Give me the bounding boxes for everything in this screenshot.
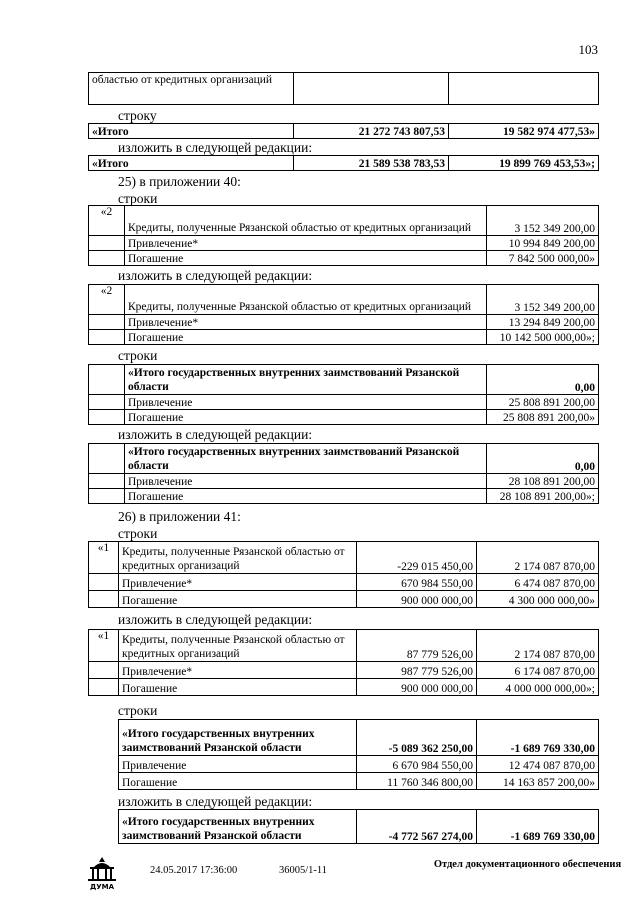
cell-empty bbox=[89, 489, 125, 504]
footer-department: Отдел документационного обеспечения bbox=[433, 859, 622, 870]
row-value: 3 152 349 200,00 bbox=[487, 206, 599, 236]
privlechenie-value-1: 670 984 550,00 bbox=[357, 574, 477, 591]
itogo-label: «Итого bbox=[89, 124, 294, 139]
pogashenie-value-2: 14 163 857 200,00» bbox=[477, 773, 599, 790]
row-value-2: 2 174 087 870,00 bbox=[477, 542, 599, 574]
text-stroki: строки bbox=[118, 703, 158, 718]
privlechenie-value: 25 808 891 200,00 bbox=[487, 395, 599, 410]
row-value-2: -1 689 769 330,00 bbox=[477, 810, 599, 844]
pogashenie-value-2: 4 300 000 000,00» bbox=[477, 591, 599, 608]
cell-empty bbox=[89, 474, 125, 489]
pogashenie-label: Погашение bbox=[125, 330, 487, 345]
table-itogo-old bbox=[88, 123, 599, 139]
row-label: областью от кредитных организаций bbox=[89, 73, 294, 105]
cell-empty bbox=[89, 236, 125, 251]
table-continuation bbox=[88, 72, 599, 105]
pogashenie-label: Погашение bbox=[125, 410, 487, 425]
table-41-itogo-old bbox=[118, 719, 599, 790]
row-number: «2 bbox=[89, 206, 125, 236]
privlechenie-label: Привлечение* bbox=[119, 574, 357, 591]
row-value: 0,00 bbox=[487, 444, 599, 474]
row-value: 0,00 bbox=[487, 365, 599, 395]
row-value-1: -229 015 450,00 bbox=[357, 542, 477, 574]
privlechenie-label: Привлечение* bbox=[125, 315, 487, 330]
row-title: Кредиты, полученные Рязанской областью от кредитных организаций bbox=[125, 285, 487, 315]
privlechenie-label: Привлечение bbox=[125, 395, 487, 410]
text-stroki: строки bbox=[118, 191, 158, 206]
row-title: «Итого государственных внутренних заимствований Рязанской области bbox=[125, 365, 487, 395]
row-title: Кредиты, полученные Рязанской областью от кредитных организаций bbox=[119, 630, 357, 662]
duma-logo-icon bbox=[82, 855, 122, 891]
row-title: «Итого государственных внутренних заимствований Рязанской области bbox=[119, 810, 357, 844]
table-40-itogo-new bbox=[88, 443, 599, 504]
cell-empty bbox=[449, 73, 599, 105]
cell-empty bbox=[294, 73, 449, 105]
pogashenie-label: Погашение bbox=[119, 773, 357, 790]
row-title: «Итого государственных внутренних заимствований Рязанской области bbox=[125, 444, 487, 474]
pogashenie-label: Погашение bbox=[119, 591, 357, 608]
footer-datetime: 24.05.2017 17:36:00 bbox=[150, 865, 238, 876]
table-40-credits-new bbox=[88, 284, 599, 345]
cell-empty bbox=[89, 662, 119, 679]
text-izlozhit: изложить в следующей редакции: bbox=[118, 140, 313, 155]
itogo-value-1: 21 272 743 807,53 bbox=[294, 124, 449, 139]
pogashenie-value-1: 11 760 346 800,00 bbox=[357, 773, 477, 790]
privlechenie-value: 13 294 849 200,00 bbox=[487, 315, 599, 330]
page-number: 103 bbox=[578, 42, 598, 57]
row-title: «Итого государственных внутренних заимствований Рязанской области bbox=[119, 720, 357, 756]
privlechenie-label: Привлечение bbox=[119, 756, 357, 773]
itogo-value-1: 21 589 538 783,53 bbox=[294, 156, 449, 171]
footer-docnum: 36005/1-11 bbox=[279, 865, 328, 876]
cell-empty bbox=[89, 395, 125, 410]
table-40-itogo-old bbox=[88, 364, 599, 425]
text-stroki: строки bbox=[118, 526, 158, 541]
cell-empty bbox=[89, 315, 125, 330]
privlechenie-label: Привлечение bbox=[125, 474, 487, 489]
privlechenie-value: 28 108 891 200,00 bbox=[487, 474, 599, 489]
itogo-value-2: 19 899 769 453,53»; bbox=[449, 156, 599, 171]
text-app40: 25) в приложении 40: bbox=[118, 174, 241, 189]
privlechenie-label: Привлечение* bbox=[119, 662, 357, 679]
itogo-value-2: 19 582 974 477,53» bbox=[449, 124, 599, 139]
text-izlozhit: изложить в следующей редакции: bbox=[118, 612, 313, 627]
pogashenie-label: Погашение bbox=[125, 489, 487, 504]
privlechenie-value: 10 994 849 200,00 bbox=[487, 236, 599, 251]
cell-empty bbox=[89, 410, 125, 425]
row-value-1: 87 779 526,00 bbox=[357, 630, 477, 662]
privlechenie-value-1: 6 670 984 550,00 bbox=[357, 756, 477, 773]
pogashenie-value: 7 842 500 000,00» bbox=[487, 251, 599, 266]
pogashenie-value-1: 900 000 000,00 bbox=[357, 591, 477, 608]
row-value-2: -1 689 769 330,00 bbox=[477, 720, 599, 756]
row-value-2: 2 174 087 870,00 bbox=[477, 630, 599, 662]
text-stroki: строки bbox=[118, 348, 158, 363]
privlechenie-value-2: 6 174 087 870,00 bbox=[477, 662, 599, 679]
table-41-credits-new bbox=[88, 629, 599, 696]
text-app41: 26) в приложении 41: bbox=[118, 509, 241, 524]
row-value-1: -4 772 567 274,00 bbox=[357, 810, 477, 844]
table-41-credits-old bbox=[88, 541, 599, 608]
row-number: «2 bbox=[89, 285, 125, 315]
privlechenie-value-2: 12 474 087 870,00 bbox=[477, 756, 599, 773]
row-number: «1 bbox=[89, 542, 119, 574]
cell-empty bbox=[89, 365, 125, 395]
table-41-itogo-new bbox=[118, 809, 599, 844]
privlechenie-value-1: 987 779 526,00 bbox=[357, 662, 477, 679]
pogashenie-label: Погашение bbox=[125, 251, 487, 266]
cell-empty bbox=[89, 251, 125, 266]
pogashenie-value: 28 108 891 200,00»; bbox=[487, 489, 599, 504]
row-value: 3 152 349 200,00 bbox=[487, 285, 599, 315]
cell-empty bbox=[89, 574, 119, 591]
text-izlozhit: изложить в следующей редакции: bbox=[118, 268, 313, 283]
pogashenie-value: 25 808 891 200,00» bbox=[487, 410, 599, 425]
cell-empty bbox=[89, 679, 119, 696]
row-number: «1 bbox=[89, 630, 119, 662]
pogashenie-value-2: 4 000 000 000,00»; bbox=[477, 679, 599, 696]
row-title: Кредиты, полученные Рязанской областью от кредитных организаций bbox=[119, 542, 357, 574]
privlechenie-value-2: 6 474 087 870,00 bbox=[477, 574, 599, 591]
cell-empty bbox=[89, 330, 125, 345]
cell-empty bbox=[89, 591, 119, 608]
pogashenie-label: Погашение bbox=[119, 679, 357, 696]
itogo-label: «Итого bbox=[89, 156, 294, 171]
row-value-1: -5 089 362 250,00 bbox=[357, 720, 477, 756]
table-itogo-new bbox=[88, 155, 599, 171]
table-40-credits-old bbox=[88, 205, 599, 266]
cell-empty bbox=[89, 444, 125, 474]
row-title: Кредиты, полученные Рязанской областью от кредитных организаций bbox=[125, 206, 487, 236]
logo-text: ДУМА bbox=[89, 883, 115, 891]
text-stroku: строку bbox=[118, 108, 157, 123]
privlechenie-label: Привлечение* bbox=[125, 236, 487, 251]
text-izlozhit: изложить в следующей редакции: bbox=[118, 794, 313, 809]
pogashenie-value-1: 900 000 000,00 bbox=[357, 679, 477, 696]
text-izlozhit: изложить в следующей редакции: bbox=[118, 427, 313, 442]
pogashenie-value: 10 142 500 000,00»; bbox=[487, 330, 599, 345]
